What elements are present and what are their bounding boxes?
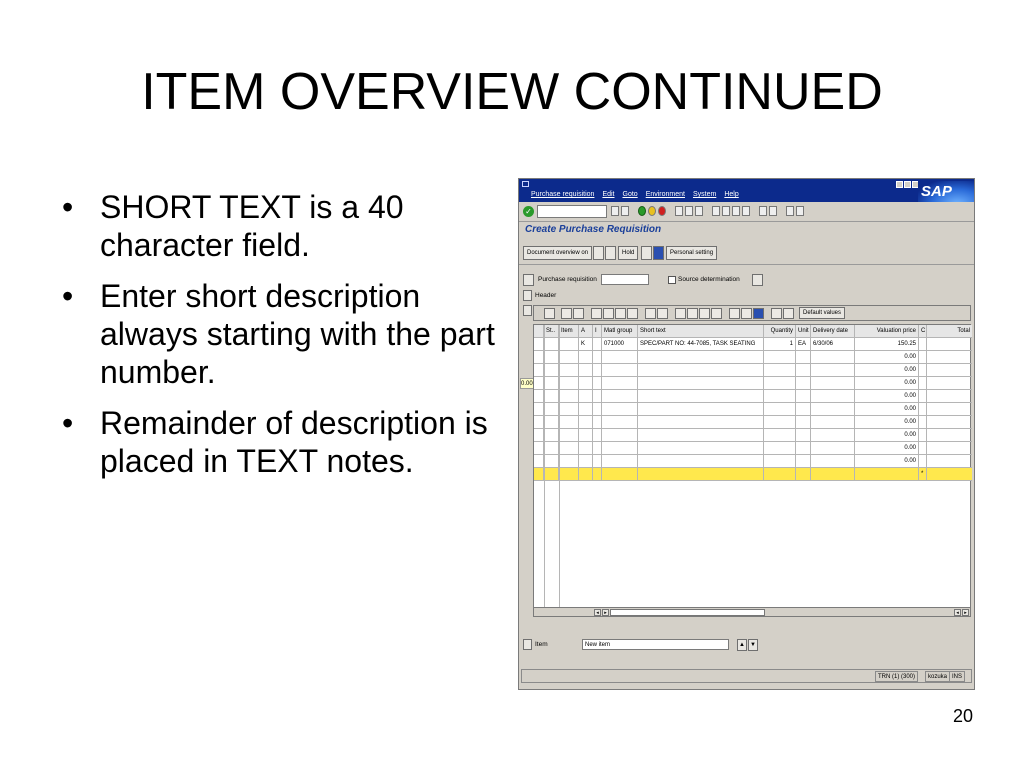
cell-matl-group[interactable] bbox=[602, 364, 638, 377]
cell-valuation-price[interactable]: 0.00 bbox=[855, 455, 919, 468]
cell-item[interactable] bbox=[559, 429, 579, 442]
cell-i[interactable] bbox=[593, 338, 602, 351]
cell-delivery-date[interactable]: 6/30/06 bbox=[811, 338, 855, 351]
cell-status[interactable] bbox=[544, 364, 559, 377]
cell-matl-group[interactable] bbox=[602, 416, 638, 429]
cell-item[interactable] bbox=[559, 442, 579, 455]
sap-logo-text: SAP bbox=[921, 183, 952, 200]
cell-total[interactable] bbox=[927, 416, 972, 429]
cell-item[interactable] bbox=[559, 416, 579, 429]
cell-quantity[interactable] bbox=[764, 468, 796, 481]
cell-matl-group[interactable] bbox=[602, 403, 638, 416]
status-mode: INS bbox=[949, 671, 965, 682]
cell-total[interactable] bbox=[927, 390, 972, 403]
cell-valuation-price[interactable]: 0.00 bbox=[855, 364, 919, 377]
cell-item[interactable] bbox=[559, 455, 579, 468]
last-page-icon[interactable] bbox=[742, 206, 750, 216]
purchase-requisition-row bbox=[519, 273, 974, 287]
cell-valuation-price[interactable]: 0.00 bbox=[855, 429, 919, 442]
cell-unit[interactable] bbox=[796, 468, 811, 481]
print-icon[interactable] bbox=[675, 206, 683, 216]
cell-i[interactable] bbox=[593, 416, 602, 429]
cell-valuation-price[interactable]: 0.00 bbox=[855, 442, 919, 455]
cell-total[interactable] bbox=[927, 455, 972, 468]
item-label: Item bbox=[535, 641, 548, 648]
table-row[interactable] bbox=[534, 351, 972, 364]
collapse-items-icon[interactable] bbox=[523, 305, 532, 316]
cell-matl-group[interactable] bbox=[602, 390, 638, 403]
cell-status[interactable] bbox=[544, 403, 559, 416]
cell-unit[interactable] bbox=[796, 403, 811, 416]
minimize-icon[interactable] bbox=[896, 181, 903, 188]
cell-unit[interactable] bbox=[796, 377, 811, 390]
col-header-i[interactable]: I bbox=[593, 325, 602, 338]
first-page-icon[interactable] bbox=[712, 206, 720, 216]
menu bbox=[531, 191, 739, 198]
cell-i[interactable] bbox=[593, 377, 602, 390]
cell-valuation-price[interactable]: 0.00 bbox=[855, 390, 919, 403]
cell-delivery-date[interactable] bbox=[811, 468, 855, 481]
cell-item[interactable] bbox=[559, 468, 579, 481]
table-row[interactable] bbox=[534, 338, 972, 351]
cell-total[interactable] bbox=[927, 468, 972, 481]
source-determination-label: Source determination bbox=[678, 276, 740, 283]
table-row[interactable] bbox=[534, 429, 972, 442]
cell-unit[interactable] bbox=[796, 416, 811, 429]
sum-icon[interactable] bbox=[627, 308, 638, 319]
cell-valuation-price[interactable]: 0.00 bbox=[855, 403, 919, 416]
standard-toolbar bbox=[519, 202, 974, 222]
item-select-field[interactable]: New item bbox=[582, 639, 729, 650]
personal-setting-button[interactable]: Personal setting bbox=[666, 246, 717, 260]
table-toolbar bbox=[533, 305, 971, 321]
cell-matl-group[interactable] bbox=[602, 351, 638, 364]
cell-short-text[interactable] bbox=[638, 416, 764, 429]
purchase-requisition-field[interactable] bbox=[601, 274, 649, 285]
row-selector[interactable] bbox=[534, 390, 544, 403]
cell-status[interactable] bbox=[544, 416, 559, 429]
row-selector[interactable] bbox=[534, 416, 544, 429]
cell-valuation-price[interactable]: 150.25 bbox=[855, 338, 919, 351]
document-icon bbox=[523, 274, 534, 286]
col-header-delivery-date[interactable]: Delivery date bbox=[811, 325, 855, 338]
cell-valuation-price[interactable]: 0.00 bbox=[855, 377, 919, 390]
cell-total[interactable] bbox=[927, 377, 972, 390]
table-row[interactable] bbox=[534, 442, 972, 455]
info-icon[interactable] bbox=[753, 308, 764, 319]
cell-matl-group[interactable] bbox=[602, 442, 638, 455]
row-selector[interactable] bbox=[534, 364, 544, 377]
source-icon[interactable] bbox=[687, 308, 698, 319]
next-page-icon[interactable] bbox=[732, 206, 740, 216]
cell-quantity[interactable] bbox=[764, 455, 796, 468]
cell-total[interactable] bbox=[927, 429, 972, 442]
col-header-a[interactable]: A bbox=[579, 325, 593, 338]
cell-short-text[interactable] bbox=[638, 442, 764, 455]
row-selector[interactable] bbox=[534, 468, 544, 481]
cell-item[interactable] bbox=[559, 351, 579, 364]
previous-item-icon[interactable]: ▲ bbox=[737, 639, 747, 651]
item-selector-row bbox=[519, 637, 974, 653]
purchase-requisition-label: Purchase requisition bbox=[538, 276, 597, 283]
cell-currency[interactable] bbox=[919, 351, 927, 364]
cell-delivery-date[interactable] bbox=[811, 377, 855, 390]
table-row[interactable] bbox=[534, 455, 972, 468]
system-menu-icon[interactable] bbox=[522, 181, 529, 187]
cell-i[interactable] bbox=[593, 429, 602, 442]
cell-matl-group[interactable] bbox=[602, 377, 638, 390]
cell-a[interactable] bbox=[579, 455, 593, 468]
cell-short-text[interactable] bbox=[638, 403, 764, 416]
menu-goto[interactable]: Goto bbox=[622, 191, 638, 198]
find-icon[interactable] bbox=[685, 206, 693, 216]
cell-unit[interactable] bbox=[796, 351, 811, 364]
cell-short-text[interactable] bbox=[638, 468, 764, 481]
source-determination-checkbox[interactable] bbox=[668, 276, 676, 284]
display-change-icon[interactable] bbox=[605, 246, 616, 260]
cell-a[interactable] bbox=[579, 377, 593, 390]
copy-all-icon[interactable] bbox=[771, 308, 782, 319]
scroll-right-icon[interactable]: ▸ bbox=[602, 609, 609, 616]
help-icon[interactable] bbox=[786, 206, 794, 216]
cell-currency[interactable] bbox=[919, 377, 927, 390]
document-icon[interactable] bbox=[752, 274, 763, 286]
details-icon[interactable] bbox=[544, 308, 555, 319]
back-icon[interactable] bbox=[638, 206, 646, 216]
cell-total[interactable] bbox=[927, 403, 972, 416]
cell-valuation-price[interactable]: 0.00 bbox=[855, 351, 919, 364]
cell-unit[interactable] bbox=[796, 390, 811, 403]
cell-status[interactable] bbox=[544, 442, 559, 455]
scroll-end-right-icon[interactable]: ▸ bbox=[962, 609, 969, 616]
bullet-item: • Remainder of description is placed in TEXT notes. bbox=[62, 405, 488, 479]
table-row[interactable] bbox=[534, 390, 972, 403]
bullet-dot: • bbox=[62, 189, 74, 225]
cell-delivery-date[interactable] bbox=[811, 442, 855, 455]
cell-valuation-price[interactable] bbox=[855, 468, 919, 481]
cell-status[interactable] bbox=[544, 468, 559, 481]
row-selector[interactable] bbox=[534, 403, 544, 416]
left-value-field: 0.00 bbox=[520, 378, 537, 389]
exit-icon[interactable] bbox=[648, 206, 656, 216]
header-label: Header bbox=[535, 292, 557, 299]
col-header-unit[interactable]: Unit bbox=[796, 325, 811, 338]
cell-currency[interactable] bbox=[919, 429, 927, 442]
cell-currency[interactable] bbox=[919, 416, 927, 429]
cell-short-text[interactable] bbox=[638, 455, 764, 468]
shortcut-icon[interactable] bbox=[769, 206, 777, 216]
cell-total[interactable] bbox=[927, 338, 972, 351]
cell-matl-group[interactable] bbox=[602, 429, 638, 442]
status-bar bbox=[521, 669, 972, 683]
cell-unit[interactable] bbox=[796, 442, 811, 455]
new-session-icon[interactable] bbox=[759, 206, 767, 216]
cell-delivery-date[interactable] bbox=[811, 429, 855, 442]
toolbar-icons bbox=[611, 206, 804, 216]
cell-status[interactable] bbox=[544, 338, 559, 351]
horizontal-scrollbar[interactable] bbox=[533, 607, 971, 617]
cell-quantity[interactable]: 1 bbox=[764, 338, 796, 351]
menu-system[interactable]: System bbox=[692, 191, 717, 198]
delete-icon[interactable] bbox=[573, 308, 584, 319]
cell-i[interactable] bbox=[593, 442, 602, 455]
cell-matl-group[interactable]: 071000 bbox=[602, 338, 638, 351]
cell-currency[interactable] bbox=[919, 455, 927, 468]
default-values-button[interactable]: Default values bbox=[799, 307, 845, 319]
col-header-matl-group[interactable]: Matl group bbox=[602, 325, 638, 338]
cell-quantity[interactable] bbox=[764, 364, 796, 377]
cell-unit[interactable]: EA bbox=[796, 338, 811, 351]
info-icon[interactable] bbox=[653, 246, 664, 260]
enter-check-icon[interactable]: ✓ bbox=[523, 206, 534, 217]
cell-quantity[interactable] bbox=[764, 390, 796, 403]
next-item-icon[interactable]: ▼ bbox=[748, 639, 758, 651]
cell-matl-group[interactable] bbox=[602, 468, 638, 481]
cell-a[interactable] bbox=[579, 416, 593, 429]
cell-short-text[interactable] bbox=[638, 429, 764, 442]
bullet-item: • Enter short description always starting with the part number. bbox=[62, 278, 495, 390]
cell-quantity[interactable] bbox=[764, 442, 796, 455]
sort-asc-icon[interactable] bbox=[591, 308, 602, 319]
cell-a[interactable] bbox=[579, 468, 593, 481]
dropdown-icon[interactable] bbox=[611, 206, 619, 216]
cell-status[interactable] bbox=[544, 455, 559, 468]
cell-currency[interactable] bbox=[919, 442, 927, 455]
cell-item[interactable] bbox=[559, 338, 579, 351]
bullet-list bbox=[62, 188, 502, 493]
cell-currency[interactable]: * bbox=[919, 468, 927, 481]
cell-delivery-date[interactable] bbox=[811, 455, 855, 468]
cell-delivery-date[interactable] bbox=[811, 403, 855, 416]
screen-title: Create Purchase Requisition bbox=[525, 224, 662, 235]
cell-a[interactable]: K bbox=[579, 338, 593, 351]
cell-short-text[interactable] bbox=[638, 390, 764, 403]
cell-item[interactable] bbox=[559, 377, 579, 390]
bullet-dot: • bbox=[62, 278, 74, 314]
cell-i[interactable] bbox=[593, 390, 602, 403]
cell-quantity[interactable] bbox=[764, 416, 796, 429]
layout-icon[interactable] bbox=[645, 308, 656, 319]
cell-unit[interactable] bbox=[796, 455, 811, 468]
col-header-item[interactable]: Item bbox=[559, 325, 579, 338]
page-number: 20 bbox=[952, 706, 973, 726]
row-selector[interactable] bbox=[534, 377, 544, 390]
col-header-status[interactable]: St.. bbox=[544, 325, 559, 338]
menu-environment[interactable]: Environment bbox=[645, 191, 685, 198]
assign-icon[interactable] bbox=[699, 308, 710, 319]
cell-delivery-date[interactable] bbox=[811, 416, 855, 429]
text-icon[interactable] bbox=[741, 308, 752, 319]
document-overview-button[interactable]: Document overview on bbox=[523, 246, 592, 260]
cell-a[interactable] bbox=[579, 390, 593, 403]
menu-edit[interactable]: Edit bbox=[602, 191, 615, 198]
row-selector[interactable] bbox=[534, 351, 544, 364]
cell-i[interactable] bbox=[593, 468, 602, 481]
table-row[interactable] bbox=[534, 364, 972, 377]
col-header-currency[interactable]: C bbox=[919, 325, 927, 338]
cell-currency[interactable] bbox=[919, 364, 927, 377]
cell-currency[interactable] bbox=[919, 390, 927, 403]
sort-desc-icon[interactable] bbox=[603, 308, 614, 319]
cell-matl-group[interactable] bbox=[602, 455, 638, 468]
table-row[interactable] bbox=[534, 403, 972, 416]
maximize-icon[interactable] bbox=[904, 181, 911, 188]
status-session[interactable]: TRN (1) (300) bbox=[875, 671, 918, 682]
cell-i[interactable] bbox=[593, 351, 602, 364]
cancel-icon[interactable] bbox=[658, 206, 666, 216]
copy-icon[interactable] bbox=[561, 308, 572, 319]
cell-item[interactable] bbox=[559, 403, 579, 416]
check-icon[interactable] bbox=[641, 246, 652, 260]
cell-short-text[interactable] bbox=[638, 351, 764, 364]
delivery-icon[interactable] bbox=[783, 308, 794, 319]
sap-window bbox=[518, 178, 975, 690]
col-header-short-text[interactable]: Short text bbox=[638, 325, 764, 338]
release-icon[interactable] bbox=[711, 308, 722, 319]
cell-status[interactable] bbox=[544, 429, 559, 442]
cell-total[interactable] bbox=[927, 442, 972, 455]
save-icon[interactable] bbox=[621, 206, 629, 216]
cell-quantity[interactable] bbox=[764, 429, 796, 442]
cell-short-text[interactable] bbox=[638, 364, 764, 377]
expand-header-icon[interactable] bbox=[523, 290, 532, 301]
cell-delivery-date[interactable] bbox=[811, 364, 855, 377]
cell-i[interactable] bbox=[593, 364, 602, 377]
account-icon[interactable] bbox=[675, 308, 686, 319]
export-icon[interactable] bbox=[657, 308, 668, 319]
col-header-total[interactable]: Total bbox=[957, 328, 970, 334]
cell-currency[interactable] bbox=[919, 338, 927, 351]
cell-total[interactable] bbox=[927, 364, 972, 377]
cell-i[interactable] bbox=[593, 455, 602, 468]
scroll-left-icon[interactable]: ◂ bbox=[594, 609, 601, 616]
cell-delivery-date[interactable] bbox=[811, 351, 855, 364]
cell-valuation-price[interactable]: 0.00 bbox=[855, 416, 919, 429]
cell-delivery-date[interactable] bbox=[811, 390, 855, 403]
application-toolbar bbox=[519, 241, 974, 265]
menu-bar bbox=[519, 179, 974, 202]
cell-short-text[interactable] bbox=[638, 377, 764, 390]
row-selector[interactable] bbox=[534, 455, 544, 468]
cell-item[interactable] bbox=[559, 364, 579, 377]
filter-icon[interactable] bbox=[615, 308, 626, 319]
table-row[interactable] bbox=[534, 468, 972, 481]
layout-icon[interactable] bbox=[796, 206, 804, 216]
row-selector[interactable] bbox=[534, 338, 544, 351]
prev-page-icon[interactable] bbox=[722, 206, 730, 216]
cell-quantity[interactable] bbox=[764, 403, 796, 416]
cell-item[interactable] bbox=[559, 390, 579, 403]
cell-i[interactable] bbox=[593, 403, 602, 416]
col-header-quantity[interactable]: Quantity bbox=[764, 325, 796, 338]
cell-quantity[interactable] bbox=[764, 351, 796, 364]
slide-title: ITEM OVERVIEW CONTINUED bbox=[141, 63, 883, 121]
status-user: kozuka bbox=[925, 671, 950, 682]
cell-total[interactable] bbox=[927, 351, 972, 364]
cell-status[interactable] bbox=[544, 377, 559, 390]
cell-unit[interactable] bbox=[796, 429, 811, 442]
cell-a[interactable] bbox=[579, 429, 593, 442]
cell-currency[interactable] bbox=[919, 403, 927, 416]
scroll-end-left-icon[interactable]: ◂ bbox=[954, 609, 961, 616]
cell-a[interactable] bbox=[579, 442, 593, 455]
select-all-icon[interactable] bbox=[534, 325, 544, 338]
cell-unit[interactable] bbox=[796, 364, 811, 377]
reference-icon[interactable] bbox=[729, 308, 740, 319]
cell-status[interactable] bbox=[544, 390, 559, 403]
find-next-icon[interactable] bbox=[695, 206, 703, 216]
scrollbar-thumb[interactable] bbox=[610, 609, 765, 616]
cell-status[interactable] bbox=[544, 351, 559, 364]
cell-a[interactable] bbox=[579, 403, 593, 416]
table-row[interactable] bbox=[534, 377, 972, 390]
bullet-item: • SHORT TEXT is a 40 character field. bbox=[62, 189, 404, 263]
menu-purchase-requisition[interactable]: Purchase requisition bbox=[531, 191, 595, 198]
col-header-valuation-price[interactable]: Valuation price bbox=[855, 325, 919, 338]
table-row[interactable] bbox=[534, 416, 972, 429]
cell-short-text[interactable]: SPEC/PART NO: 44-7085, TASK SEATING bbox=[638, 338, 764, 351]
bullet-dot: • bbox=[62, 405, 74, 441]
command-field[interactable] bbox=[537, 205, 607, 218]
hold-button[interactable]: Hold bbox=[618, 246, 638, 260]
table-header-row bbox=[534, 325, 972, 338]
cell-a[interactable] bbox=[579, 351, 593, 364]
items-table bbox=[533, 324, 971, 609]
row-selector[interactable] bbox=[534, 442, 544, 455]
cell-a[interactable] bbox=[579, 364, 593, 377]
create-icon[interactable] bbox=[593, 246, 604, 260]
menu-help[interactable]: Help bbox=[724, 191, 739, 198]
expand-item-icon[interactable] bbox=[523, 639, 532, 650]
cell-quantity[interactable] bbox=[764, 377, 796, 390]
row-selector[interactable] bbox=[534, 429, 544, 442]
